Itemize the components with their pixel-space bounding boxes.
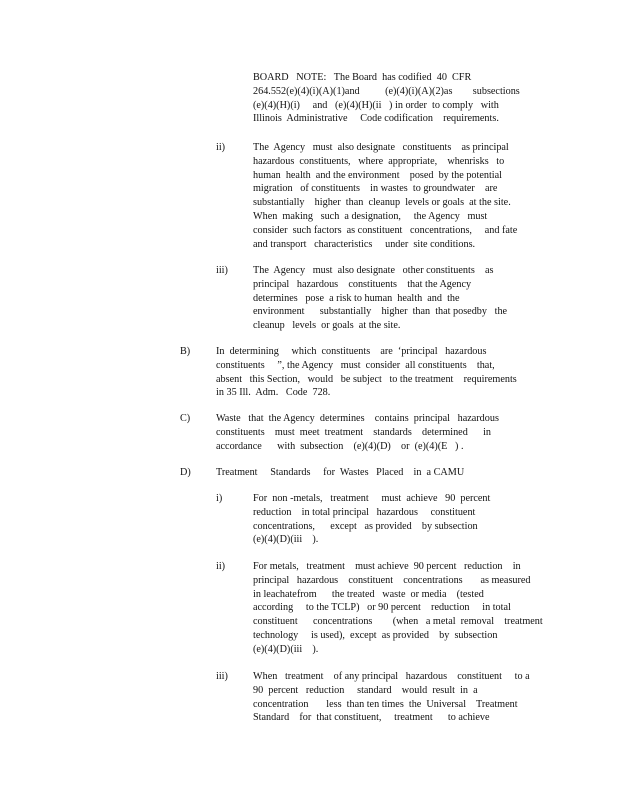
board-note-line: Illinois Administrative Code codification requirements. bbox=[253, 113, 499, 125]
item-d-ii-line: according to the TCLP) or 90 percent reduction in total bbox=[253, 602, 511, 614]
item-ii-line: human health and the environment posed by the potential bbox=[253, 169, 502, 181]
item-b-line: in 35 Ill. Adm. Code 728. bbox=[216, 387, 331, 399]
item-d-ii-line: constituent concentrations (when a metal removal treatment bbox=[253, 616, 543, 628]
item-ii-line: and transport characteristics under site conditions. bbox=[253, 238, 476, 250]
item-d-iii-label: iii) bbox=[216, 671, 228, 682]
item-d-iii-line: Standard for that constituent, treatment to achieve bbox=[253, 712, 490, 724]
item-ii-label: ii) bbox=[216, 142, 226, 153]
item-d-i-text bbox=[253, 492, 539, 547]
item-c-line: Waste that the Agency determines contains principal hazardous bbox=[216, 413, 499, 424]
item-ii-line: hazardous constituents, where appropriate, whenrisks to bbox=[253, 155, 505, 167]
item-d-iii-line: When treatment of any principal hazardous constituent to a bbox=[253, 671, 530, 682]
item-c-line: constituents must meet treatment standards determined in bbox=[216, 426, 492, 438]
item-ii-line: migration of constituents in wastes to groundwater are bbox=[253, 183, 498, 195]
item-c-label: C) bbox=[180, 413, 191, 424]
item-b-line: absent this Section, would be subject to the treatment requirements bbox=[216, 373, 517, 385]
item-d-ii-line: (e)(4)(D)(iii ). bbox=[253, 643, 319, 655]
item-ii-line: When making such a designation, the Agency must bbox=[253, 210, 488, 222]
item-d-i-line: concentrations, except as provided by subsection bbox=[253, 520, 478, 532]
item-iii-line: The Agency must also designate other constituents as bbox=[253, 265, 494, 276]
item-b-label: B) bbox=[180, 346, 191, 357]
board-note-line: BOARD NOTE: The Board has codified 40 CFR bbox=[253, 72, 472, 83]
item-d-label: D) bbox=[180, 467, 191, 478]
board-note-line: 264.552(e)(4)(i)(A)(1)and (e)(4)(i)(A)(2)as subsections bbox=[253, 85, 520, 97]
item-ii-line: consider such factors as constituent concentrations, and fate bbox=[253, 224, 518, 236]
board-note-line: (e)(4)(H)(i) and (e)(4)(H)(ii ) in order to comply with bbox=[253, 99, 499, 111]
item-d-iii-line: concentration less than ten times the Universal Treatment bbox=[253, 698, 518, 710]
item-c-line: accordance with subsection (e)(4)(D) or (e)(4)(E ) . bbox=[216, 440, 464, 452]
item-ii-line: The Agency must also designate constituents as principal bbox=[253, 142, 509, 153]
item-d-ii-line: principal hazardous constituent concentrations as measured bbox=[253, 574, 531, 586]
item-c-text bbox=[216, 412, 536, 453]
item-iii-line: principal hazardous constituents that the Agency bbox=[253, 278, 472, 290]
item-d-iii-text bbox=[253, 670, 539, 725]
item-b-line: In determining which constituents are ‘principal hazardous bbox=[216, 346, 487, 357]
item-iii-label: iii) bbox=[216, 265, 228, 276]
item-ii-text bbox=[253, 141, 539, 251]
board-note bbox=[253, 71, 539, 126]
item-d-ii-text bbox=[253, 560, 543, 657]
item-d-i-label: i) bbox=[216, 493, 223, 504]
item-b-line: constituents ”, the Agency must consider all constituents that, bbox=[216, 359, 495, 371]
item-d-heading bbox=[216, 466, 536, 480]
item-d-ii-line: in leachatefrom the treated waste or media (tested bbox=[253, 588, 484, 600]
item-d-ii-line: technology is used), except as provided by subsection bbox=[253, 629, 498, 641]
item-d-iii-line: 90 percent reduction standard would result in a bbox=[253, 684, 478, 696]
item-d-ii-line: For metals, treatment must achieve 90 percent reduction in bbox=[253, 561, 521, 572]
item-d-heading-line: Treatment Standards for Wastes Placed in a CAMU bbox=[216, 467, 465, 478]
item-d-i-line: (e)(4)(D)(iii ). bbox=[253, 534, 319, 546]
item-d-ii-label: ii) bbox=[216, 561, 226, 572]
item-iii-text bbox=[253, 264, 539, 333]
item-d-i-line: reduction in total principal hazardous constituent bbox=[253, 506, 476, 518]
item-ii-line: substantially higher than cleanup levels or goals at the site. bbox=[253, 197, 511, 209]
item-b-text bbox=[216, 345, 536, 400]
item-iii-line: environment substantially higher than that posedby the bbox=[253, 306, 508, 318]
item-iii-line: determines pose a risk to human health and the bbox=[253, 292, 460, 304]
item-d-i-line: For non -metals, treatment must achieve 90 percent bbox=[253, 493, 491, 504]
item-iii-line: cleanup levels or goals at the site. bbox=[253, 320, 401, 332]
